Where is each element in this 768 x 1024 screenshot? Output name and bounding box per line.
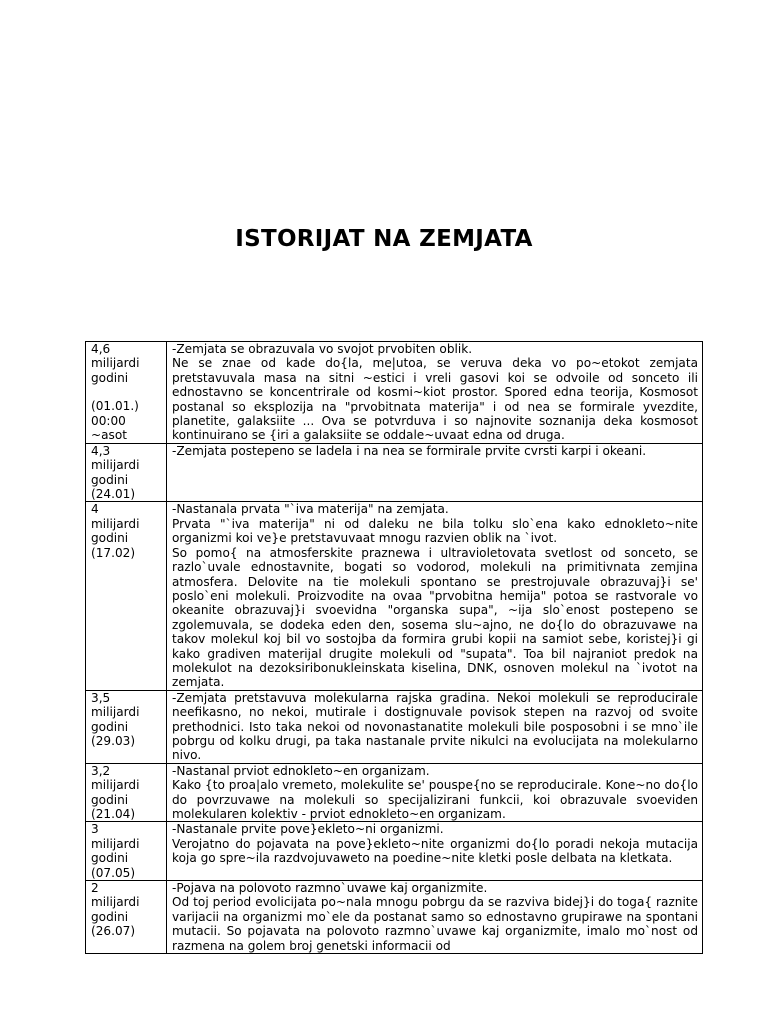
description-cell (167, 763, 703, 822)
date-label: 2 milijardi godini (26.07) (91, 881, 140, 939)
event-paragraph: Prvata "`iva materija" ni od daleku ne bila tolku slo`ena kako ednokleto~nite organizmi koi ve}e pretstavuvaat mnogu razvien oblik na `ivot. (172, 516, 698, 546)
event-heading: -Pojava na polovoto razmno`uvawe kaj organizmite. (172, 881, 488, 896)
page-title: ISTORIJAT NA ZEMJATA (235, 226, 533, 252)
event-paragraph: Ne se znae od kade do{la, me|utoa, se veruva deka vo po~etokot zemjata pretstavuvala masa na sitni ~estici i vreli gasovi koi se odvoile od sonceto ili ednostavno se koncentrirale od kosmi~kiot prostor. Spored edna teorija, Kosmosot postanal so eksplozija na "prvobitnata materija" i od nea se formirale yvezdite, planetite, galaksiite ... Ova se potvrduva i so najnovite soznanija deka kosmosot kontinuirano se {iri a galaksiite se oddale~uvaat edna od druga. (172, 356, 698, 443)
table-row (86, 881, 703, 954)
description-cell (167, 342, 703, 444)
table-row (86, 342, 703, 444)
event-heading: -Nastanal prviot ednokleto~en organizam. (172, 763, 430, 778)
event-heading: -Nastanale prvite pove}ekleto~ni organizmi. (172, 822, 444, 837)
event-heading: -Zemjata se obrazuvala vo svojot prvobiten oblik. (172, 342, 473, 356)
table-row (86, 763, 703, 822)
date-label: 4,3 milijardi godini (24.01) (91, 443, 140, 502)
description-cell (167, 881, 703, 954)
earth-history-table (85, 341, 703, 954)
date-cell (86, 342, 167, 444)
table-row (86, 443, 703, 502)
event-heading: -Nastanala prvata "`iva materija" na zemjata. (172, 502, 449, 517)
event-paragraph: -Zemjata pretstavuva molekularna rajska gradina. Nekoi molekuli se reproducirale neefikasno, no nekoi, mutirale i dostignuvale povisok stepen na razvoj od svoite prethodnici. Isto taka nekoi od novonastanatite molekuli bile posposobni i se mno`ile pobrgu od kolku drugi, pa taka nastanale prvite nikulci na evolucijata na molekularno nivo. (172, 690, 698, 763)
date-label: 4,6 milijardi godini (91, 342, 140, 385)
table-row (86, 822, 703, 881)
event-paragraph: So pomo{ na atmosferskite praznewa i ultravioletovata svetlost od sonceto, se razlo`uvale ednostavnite, bogati so vodorod, molekuli na primitivnata zemjina atmosfera. Delovite na tie molekuli spontano se prestrojuvale obrazuvaj}i se' poslo`eni molekuli. Proizvodite na ovaa "prvobitna hemija" potoa se rastvorale vo okeanite obrazuvaj}i svoevidna "organska supa", ~ija slo`enost postepeno se zgolemuvala, se dodeka eden den, sosema slu~ajno, ne do{lo do obrazuvawe na takov molekul koj bil vo sostojba da formira grubi kopii na samiot sebe, koristej}i gi kako gradiven materijal drugite molekuli od "supata". Toa bil najraniot predok na molekulot na dezoksiribonukleinskata kiselina, DNK, osnoven molekul na `ivotot na zemjata. (172, 545, 698, 690)
description-cell (167, 443, 703, 502)
date-cell (86, 763, 167, 822)
date-time-label: (01.01.) 00:00 ~asot (91, 399, 139, 443)
table-row (86, 690, 703, 763)
date-label: 4 milijardi godini (17.02) (91, 502, 140, 560)
date-label: 3 milijardi godini (07.05) (91, 822, 140, 880)
date-cell (86, 822, 167, 881)
date-label: 3,2 milijardi godini (21.04) (91, 763, 140, 821)
date-cell (86, 690, 167, 763)
date-cell (86, 443, 167, 502)
date-label: 3,5 milijardi godini (29.03) (91, 690, 140, 748)
event-paragraph: Kako {to proa|alo vremeto, molekulite se' pouspe{no se reproducirale. Kone~no do{lo do povrzuvawe na molekuli so specijalizirani funkcii, koi obrazuvale svoeviden molekularen kolektiv - prviot ednokleto~en organizam. (172, 778, 698, 821)
date-cell (86, 881, 167, 954)
table-row (86, 502, 703, 690)
description-cell (167, 822, 703, 881)
date-cell (86, 502, 167, 690)
event-paragraph: Verojatno do pojavata na pove}ekleto~nite organizmi do{lo poradi nekoja mutacija koja go spre~ila razdvojuvaweto na poedine~nite kletki posle delbata na kletkata. (172, 836, 698, 866)
event-paragraph: Od toj period evolicijata po~nala mnogu pobrgu da se razviva bidej}i do toga{ raznite varijacii na organizmi mo`ele da postanat samo so ednostavno grupirawe na spontani mutacii. So pojavata na polovoto razmno`uvawe kaj organizmite, imalo mo`nost od razmena na golem broj genetski informacii od (172, 895, 698, 953)
description-cell (167, 690, 703, 763)
event-heading: -Zemjata postepeno se ladela i na nea se formirale prvite cvrsti karpi i okeani. (172, 443, 647, 458)
description-cell (167, 502, 703, 690)
